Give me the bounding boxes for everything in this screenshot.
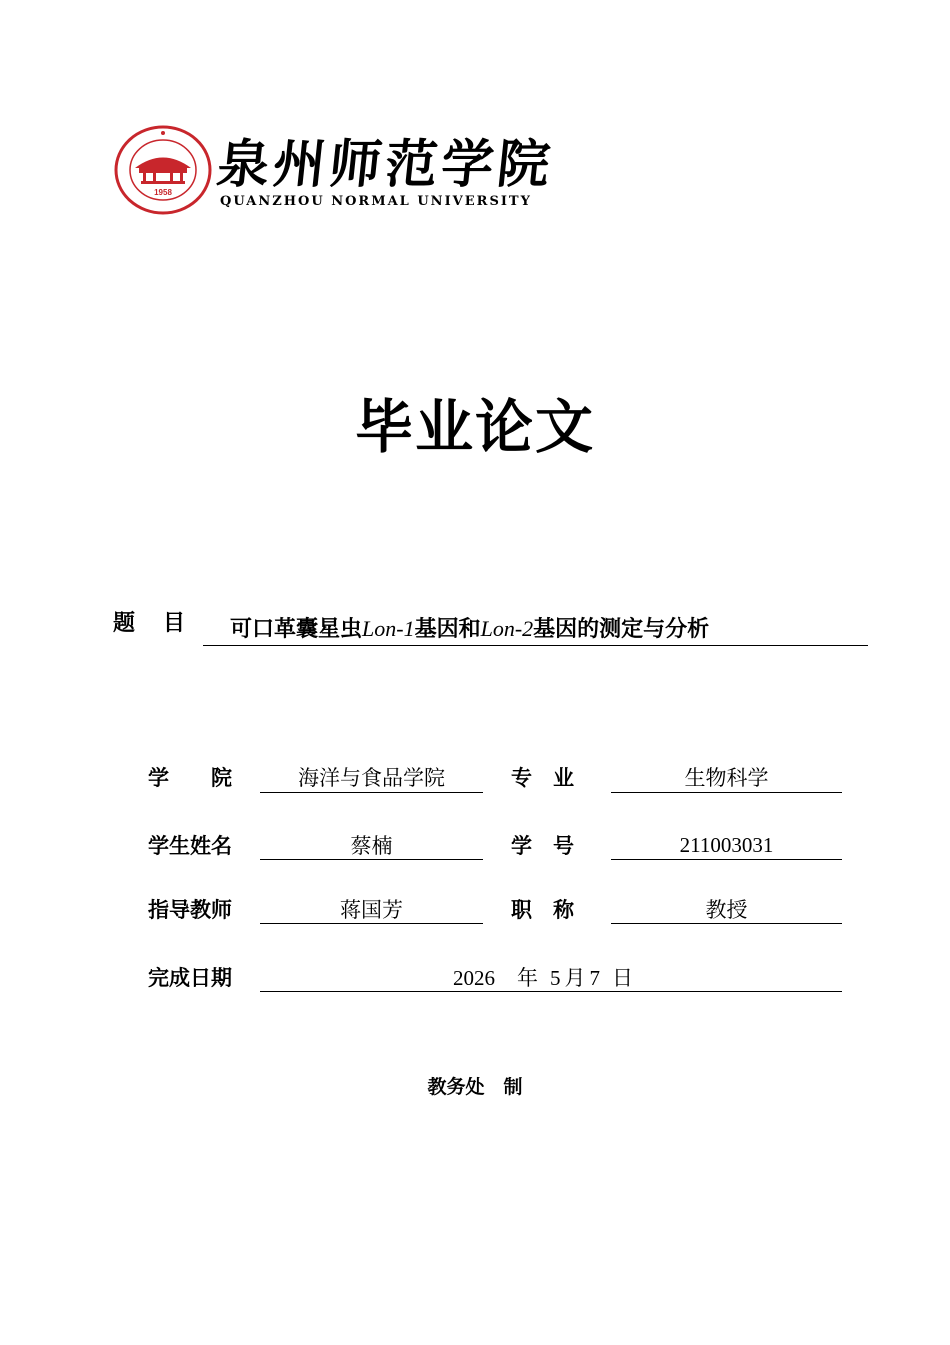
date-month-unit: 月 bbox=[564, 966, 586, 990]
topic-value bbox=[230, 612, 709, 643]
advisor-value: 蒋国芳 bbox=[340, 898, 403, 922]
student-id-label: 学 号 bbox=[511, 834, 574, 858]
topic-gene-1: Lon-1 bbox=[362, 616, 415, 641]
college-underline bbox=[260, 792, 483, 793]
college-label: 学 院 bbox=[148, 766, 232, 790]
completion-date-label: 完成日期 bbox=[148, 966, 232, 990]
topic-label-char-2: 目 bbox=[163, 611, 186, 636]
date-day-unit: 日 bbox=[612, 966, 633, 990]
document-title: 毕业论文 bbox=[354, 393, 595, 461]
seal-year: 1958 bbox=[154, 188, 172, 197]
topic-part-1: 可口革囊星虫 bbox=[230, 617, 363, 642]
title-rank-label: 职 称 bbox=[511, 898, 574, 922]
college-value: 海洋与食品学院 bbox=[298, 766, 445, 790]
advisor-label: 指导教师 bbox=[148, 898, 232, 922]
student-id-value: 211003031 bbox=[679, 833, 774, 857]
date-year: 2026 bbox=[453, 966, 495, 990]
date-year-unit: 年 bbox=[517, 966, 538, 990]
date-month: 5 bbox=[550, 966, 561, 990]
major-underline bbox=[611, 792, 842, 793]
university-seal-logo bbox=[113, 125, 213, 215]
major-label: 专 业 bbox=[511, 766, 574, 790]
topic-underline bbox=[203, 645, 868, 646]
issuer-footer: 教务处 制 bbox=[427, 1076, 523, 1098]
date-day: 7 bbox=[589, 966, 600, 990]
university-name-chinese: 泉州师范学院 bbox=[214, 134, 557, 195]
student-name-label: 学生姓名 bbox=[148, 834, 232, 858]
completion-date-value bbox=[453, 962, 633, 992]
completion-date-underline bbox=[260, 991, 842, 992]
topic-label-char-1: 题 bbox=[113, 611, 136, 636]
student-id-underline bbox=[611, 859, 842, 860]
student-name-underline bbox=[260, 859, 483, 860]
topic-part-3: 基因的测定与分析 bbox=[533, 617, 710, 642]
title-rank-underline bbox=[611, 923, 842, 924]
topic-part-2: 基因和 bbox=[414, 617, 481, 642]
title-rank-value: 教授 bbox=[705, 898, 748, 922]
student-name-value: 蔡楠 bbox=[350, 834, 393, 858]
university-name-english: QUANZHOU NORMAL UNIVERSITY bbox=[220, 194, 532, 209]
topic-gene-2: Lon-2 bbox=[480, 616, 534, 641]
advisor-underline bbox=[260, 923, 483, 924]
major-value: 生物科学 bbox=[684, 766, 769, 790]
topic-label bbox=[113, 606, 185, 637]
